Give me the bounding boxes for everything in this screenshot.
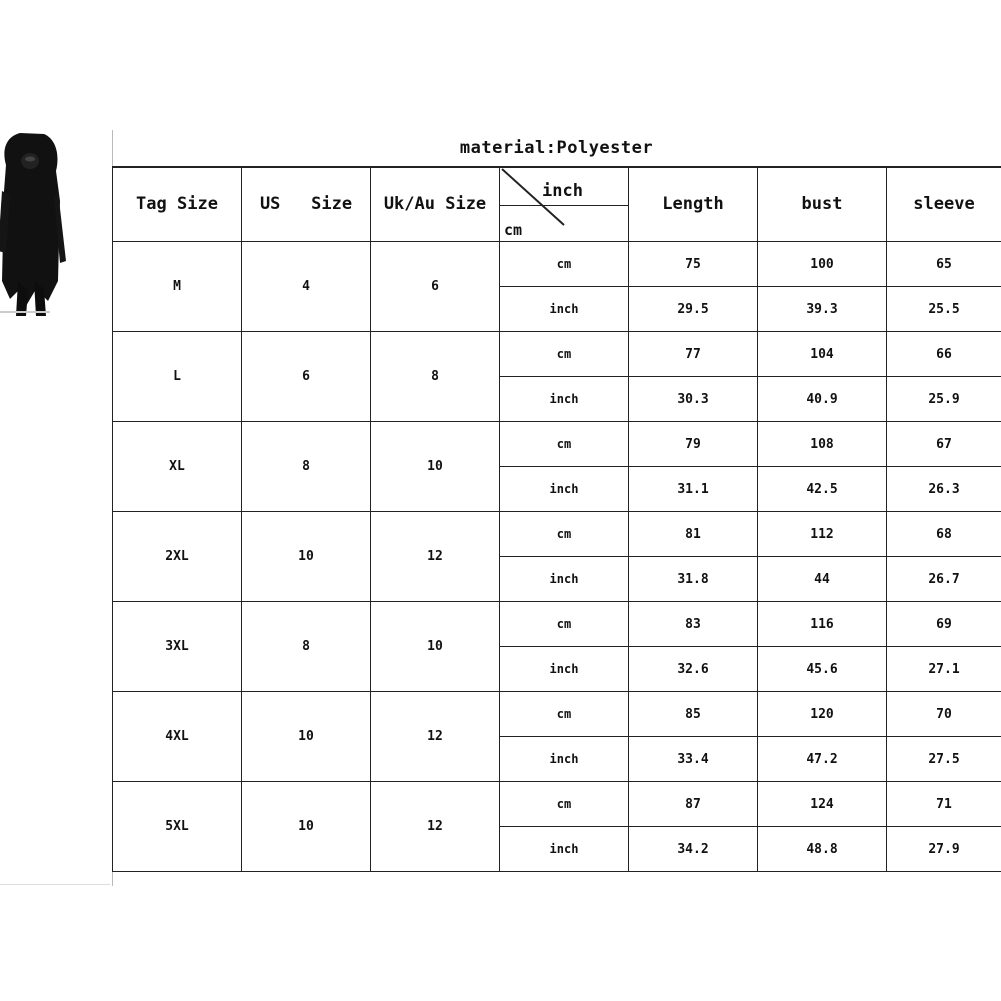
unit-cell: cm bbox=[500, 242, 629, 287]
bust-cell: 100 bbox=[758, 242, 887, 287]
tag-size-cell: 4XL bbox=[113, 692, 242, 782]
table-row bbox=[113, 242, 1001, 287]
bust-cell: 48.8 bbox=[758, 827, 887, 872]
size-chart bbox=[112, 130, 1001, 886]
material-title bbox=[112, 130, 1001, 168]
tag-size-cell: 3XL bbox=[113, 602, 242, 692]
sleeve-cell: 27.5 bbox=[887, 737, 1001, 782]
length-cell: 33.4 bbox=[629, 737, 758, 782]
unit-cell: cm bbox=[500, 332, 629, 377]
sleeve-cell: 25.9 bbox=[887, 377, 1001, 422]
uk-size-cell: 12 bbox=[371, 692, 500, 782]
unit-cell: cm bbox=[500, 692, 629, 737]
bust-cell: 120 bbox=[758, 692, 887, 737]
sleeve-cell: 25.5 bbox=[887, 287, 1001, 332]
unit-cell: inch bbox=[500, 827, 629, 872]
us-size-cell: 8 bbox=[242, 602, 371, 692]
us-size-cell: 10 bbox=[242, 512, 371, 602]
unit-cell: inch bbox=[500, 287, 629, 332]
length-cell: 85 bbox=[629, 692, 758, 737]
sleeve-cell: 67 bbox=[887, 422, 1001, 467]
bust-cell: 124 bbox=[758, 782, 887, 827]
length-cell: 75 bbox=[629, 242, 758, 287]
bust-cell: 116 bbox=[758, 602, 887, 647]
sleeve-cell: 68 bbox=[887, 512, 1001, 557]
header-uk-size: Uk/Au Size bbox=[371, 167, 500, 242]
header-bust: bust bbox=[758, 167, 887, 242]
bust-cell: 45.6 bbox=[758, 647, 887, 692]
us-size-cell: 8 bbox=[242, 422, 371, 512]
length-cell: 29.5 bbox=[629, 287, 758, 332]
length-cell: 77 bbox=[629, 332, 758, 377]
length-cell: 87 bbox=[629, 782, 758, 827]
product-thumbnail bbox=[0, 131, 78, 316]
bust-cell: 40.9 bbox=[758, 377, 887, 422]
uk-size-cell: 8 bbox=[371, 332, 500, 422]
length-cell: 83 bbox=[629, 602, 758, 647]
table-header-row bbox=[113, 167, 1001, 242]
unit-cell: inch bbox=[500, 647, 629, 692]
uk-size-cell: 10 bbox=[371, 602, 500, 692]
unit-cell: inch bbox=[500, 377, 629, 422]
unit-cell: cm bbox=[500, 422, 629, 467]
us-size-cell: 10 bbox=[242, 692, 371, 782]
uk-size-cell: 10 bbox=[371, 422, 500, 512]
sleeve-cell: 27.9 bbox=[887, 827, 1001, 872]
table-row bbox=[113, 422, 1001, 467]
us-size-cell: 4 bbox=[242, 242, 371, 332]
unit-cell: inch bbox=[500, 467, 629, 512]
tag-size-cell: 2XL bbox=[113, 512, 242, 602]
sleeve-cell: 71 bbox=[887, 782, 1001, 827]
table-row bbox=[113, 602, 1001, 647]
sleeve-cell: 69 bbox=[887, 602, 1001, 647]
header-sleeve: sleeve bbox=[887, 167, 1001, 242]
bust-cell: 112 bbox=[758, 512, 887, 557]
tag-size-cell: 5XL bbox=[113, 782, 242, 872]
bust-cell: 47.2 bbox=[758, 737, 887, 782]
tag-size-cell: M bbox=[113, 242, 242, 332]
sleeve-cell: 26.3 bbox=[887, 467, 1001, 512]
header-us-size: US Size bbox=[242, 167, 371, 242]
length-cell: 81 bbox=[629, 512, 758, 557]
tag-size-cell: L bbox=[113, 332, 242, 422]
us-size-cell: 6 bbox=[242, 332, 371, 422]
table-row bbox=[113, 332, 1001, 377]
table-row bbox=[113, 512, 1001, 557]
length-cell: 30.3 bbox=[629, 377, 758, 422]
header-tag-size: Tag Size bbox=[113, 167, 242, 242]
unit-separator bbox=[500, 205, 628, 206]
header-unit-inch: inch bbox=[542, 181, 583, 201]
bust-cell: 42.5 bbox=[758, 467, 887, 512]
us-size-cell: 10 bbox=[242, 782, 371, 872]
sleeve-cell: 27.1 bbox=[887, 647, 1001, 692]
length-cell: 79 bbox=[629, 422, 758, 467]
length-cell: 31.8 bbox=[629, 557, 758, 602]
unit-cell: cm bbox=[500, 512, 629, 557]
table-row bbox=[113, 692, 1001, 737]
size-table bbox=[112, 166, 1001, 872]
uk-size-cell: 12 bbox=[371, 782, 500, 872]
uk-size-cell: 6 bbox=[371, 242, 500, 332]
sleeve-cell: 65 bbox=[887, 242, 1001, 287]
length-cell: 34.2 bbox=[629, 827, 758, 872]
header-unit-cell bbox=[500, 167, 629, 242]
table-row bbox=[113, 782, 1001, 827]
unit-cell: cm bbox=[500, 602, 629, 647]
header-length: Length bbox=[629, 167, 758, 242]
bust-cell: 104 bbox=[758, 332, 887, 377]
length-cell: 31.1 bbox=[629, 467, 758, 512]
hooded-cardigan-image bbox=[0, 131, 78, 316]
unit-cell: cm bbox=[500, 782, 629, 827]
header-unit-cm: cm bbox=[504, 221, 523, 239]
bust-cell: 39.3 bbox=[758, 287, 887, 332]
material-title-text: material:Polyester bbox=[459, 138, 654, 158]
bust-cell: 44 bbox=[758, 557, 887, 602]
sleeve-cell: 70 bbox=[887, 692, 1001, 737]
tag-size-cell: XL bbox=[113, 422, 242, 512]
unit-cell: inch bbox=[500, 737, 629, 782]
unit-cell: inch bbox=[500, 557, 629, 602]
sleeve-cell: 66 bbox=[887, 332, 1001, 377]
sleeve-cell: 26.7 bbox=[887, 557, 1001, 602]
uk-size-cell: 12 bbox=[371, 512, 500, 602]
thumbnail-divider bbox=[0, 884, 110, 885]
length-cell: 32.6 bbox=[629, 647, 758, 692]
bust-cell: 108 bbox=[758, 422, 887, 467]
